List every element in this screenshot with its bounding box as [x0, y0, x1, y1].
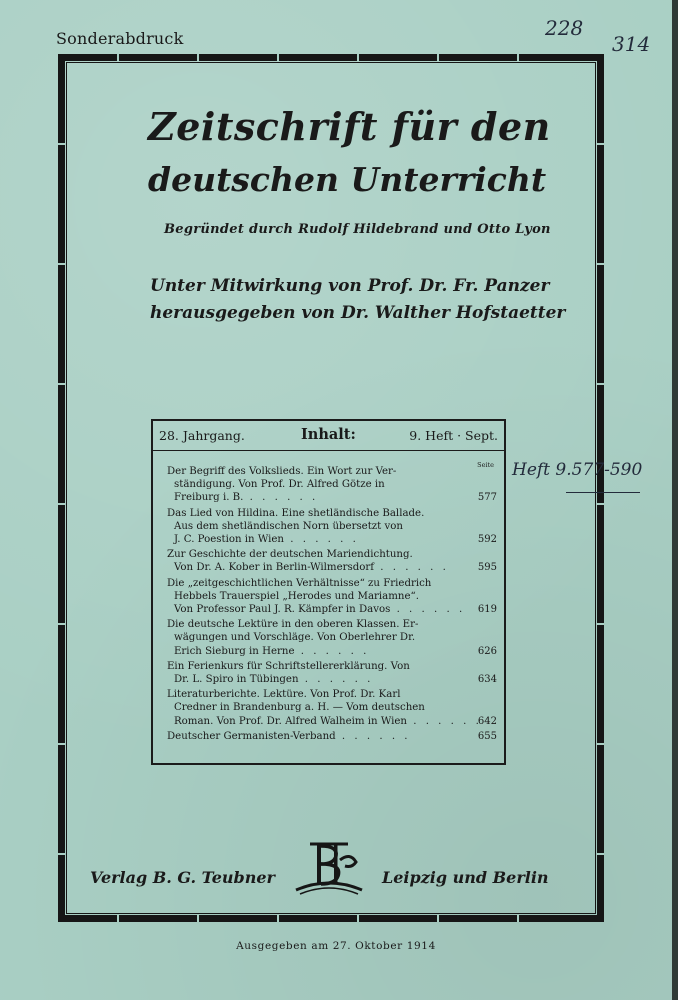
contents-header — [153, 421, 504, 451]
issue-date: Ausgegeben am 27. Oktober 1914 — [236, 940, 436, 952]
editor-line-2: herausgegeben von Dr. Walther Hofstaetter — [150, 303, 566, 323]
leader-dots: . . . . . . — [243, 492, 319, 504]
leader-dots: . . . . . . — [374, 562, 449, 574]
leader-dots: . . . . . . — [406, 715, 482, 727]
contents-list — [167, 465, 497, 745]
contents-entry-line: Credner in Brandenburg a. H. — Vom deutschen — [174, 702, 425, 714]
page-column-label: Seite — [477, 461, 494, 469]
contents-entry-line: Literaturberichte. Lektüre. Von Prof. Dr. Karl — [167, 689, 401, 701]
editor-line-1: Unter Mitwirkung von Prof. Dr. Fr. Panzer — [150, 276, 550, 296]
contents-entry-page: 634 — [477, 674, 497, 686]
contents-entry-line: Die deutsche Lektüre in den oberen Klassen. Er- — [167, 619, 419, 631]
contents-entry-line: Das Lied von Hildina. Eine shetländische Ballade. — [167, 507, 425, 519]
contents-spacer — [167, 743, 497, 745]
contents-entry-line — [167, 673, 465, 686]
contents-entry-text: J. C. Poestion in Wien — [174, 534, 284, 546]
contents-entry-text: Deutscher Germanisten-Verband — [167, 730, 336, 742]
issue-number: 9. Heft · Sept. — [409, 428, 498, 443]
contents-entry-page: 577 — [477, 492, 497, 504]
contents-entry-line — [167, 491, 465, 504]
contents-entry — [167, 507, 497, 547]
founders-line: Begründet durch Rudolf Hildebrand und Otto Lyon — [164, 222, 551, 237]
volume-year: 28. Jahrgang. — [159, 428, 245, 443]
contents-entry-text: Von Dr. A. Kober in Berlin-Wilmersdorf — [174, 562, 375, 574]
handwritten-margin-note: Heft 9.577-590 — [512, 460, 643, 480]
table-of-contents — [151, 419, 506, 765]
leader-dots: . . . . . . — [294, 645, 370, 657]
contents-entry-page: 595 — [477, 562, 497, 574]
svg-text:BGT: BGT — [329, 896, 332, 897]
contents-entry-line: Hebbels Trauerspiel „Herodes und Mariamne“. — [174, 590, 419, 602]
contents-entry — [167, 660, 497, 686]
contents-heading: Inhalt: — [301, 426, 356, 443]
contents-entry-line — [167, 561, 465, 574]
contents-entry-line: ständigung. Von Prof. Dr. Alfred Götze in — [174, 479, 385, 491]
journal-title-line2: deutschen Unterricht — [148, 160, 547, 199]
contents-entry — [167, 577, 497, 617]
contents-entry-page: 655 — [477, 730, 497, 742]
contents-entry-line: Aus dem shetländischen Norn übersetzt von — [174, 520, 403, 532]
journal-title-line1: Zeitschrift für den — [148, 104, 551, 149]
contents-entry-text: Erich Sieburg in Herne — [174, 645, 295, 657]
contents-entry — [167, 730, 497, 743]
overprint-label: Sonderabdruck — [56, 29, 184, 48]
contents-entry — [167, 465, 497, 505]
contents-entry-page: 626 — [477, 645, 497, 657]
contents-entry-line: Die „zeitgeschichtlichen Verhältnisse“ zu Friedrich — [167, 577, 432, 589]
contents-entry-line — [167, 603, 465, 616]
contents-entry-page: 619 — [477, 604, 497, 616]
contents-entry-line: Ein Ferienkurs für Schriftstellererklärung. Von — [167, 660, 410, 672]
publisher-logo-icon — [290, 838, 368, 898]
contents-entry-page: 592 — [477, 534, 497, 546]
contents-entry — [167, 548, 497, 574]
contents-entry-text: Roman. Von Prof. Dr. Alfred Walheim in Wien — [174, 715, 407, 727]
handwritten-number: 228 — [545, 16, 584, 40]
handwritten-underline — [566, 492, 640, 493]
contents-entry — [167, 618, 497, 658]
contents-entry-line: wägungen und Vorschläge. Von Oberlehrer Dr. — [174, 632, 416, 644]
leader-dots: . . . . . . — [335, 730, 411, 742]
contents-entry-line: Der Begriff des Volkslieds. Ein Wort zur Ver- — [167, 466, 397, 477]
contents-entry-text: Dr. L. Spiro in Tübingen — [174, 674, 299, 686]
contents-entry-text: Freiburg i. B. — [174, 492, 244, 504]
publisher-name: Verlag B. G. Teubner — [90, 868, 275, 887]
leader-dots: . . . . . . — [298, 674, 374, 686]
contents-entry-line — [167, 645, 465, 658]
contents-entry-line — [167, 715, 482, 728]
handwritten-number-2: 314 — [612, 32, 651, 56]
contents-entry-line — [167, 730, 465, 743]
leader-dots: . . . . . . — [390, 604, 466, 616]
contents-entry-text: Von Professor Paul J. R. Kämpfer in Davos — [174, 604, 391, 616]
publisher-location: Leipzig und Berlin — [382, 868, 549, 887]
leader-dots: . . . . . . — [284, 534, 359, 546]
contents-entry-page: 642 — [477, 715, 497, 727]
contents-entry-line: Zur Geschichte der deutschen Mariendichtung. — [167, 549, 413, 561]
contents-entry-line — [167, 533, 465, 546]
contents-entry — [167, 688, 497, 728]
